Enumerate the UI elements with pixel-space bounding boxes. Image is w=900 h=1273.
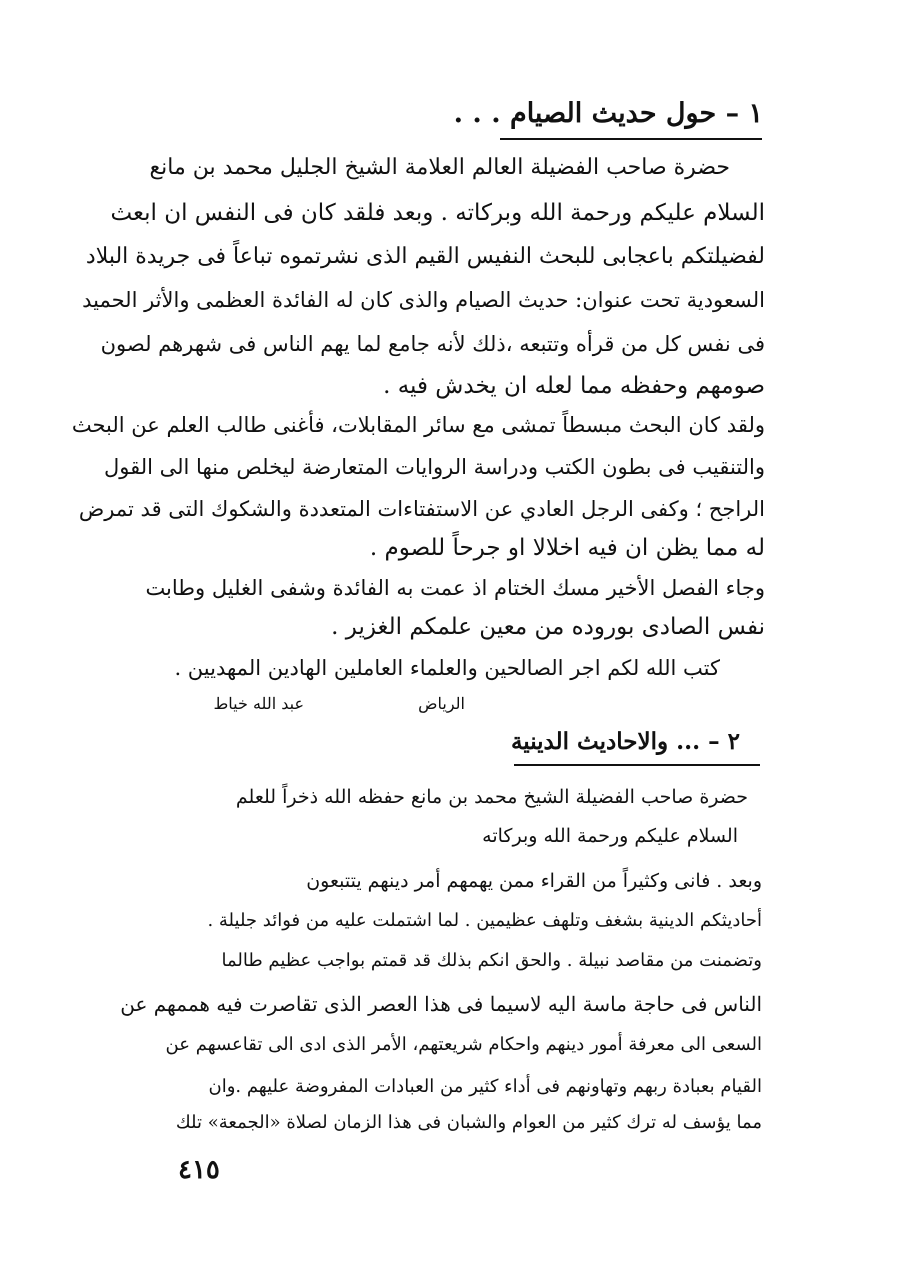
text-line: فى نفس كل من قرأه وتتبعه ،ذلك لأنه جامع لما يهم الناس فى شهرهم لصون bbox=[100, 332, 765, 356]
text-line: لفضيلتكم باعجابى للبحث النفيس القيم الذى نشرتموه تباعاً فى جريدة البلاد bbox=[85, 244, 765, 269]
text-line: وبعد . فانى وكثيراً من القراء ممن يهمهم أمر دينهم يتتبعون bbox=[306, 870, 762, 892]
text-line: كتب الله لكم اجر الصالحين والعلماء العاملين الهادين المهديين . bbox=[174, 656, 720, 680]
text-line: الناس فى حاجة ماسة اليه لاسيما فى هذا العصر الذى تقاصرت فيه هممهم عن bbox=[120, 992, 762, 1016]
text-line: السعودية تحت عنوان: حديث الصيام والذى كان له الفائدة العظمى والأثر الحميد bbox=[82, 288, 765, 312]
text-line: نفس الصادى بوروده من معين علمكم الغزير . bbox=[331, 614, 765, 640]
text-line: أحاديثكم الدينية بشغف وتلهف عظيمين . لما اشتملت عليه من فوائد جليلة . bbox=[207, 910, 762, 931]
section1-heading: ١ – حول حديث الصيام . . . bbox=[453, 98, 763, 129]
text-line: السعى الى معرفة أمور دينهم واحكام شريعتهم، الأمر الذى ادى الى تقاعسهم عن bbox=[165, 1034, 762, 1055]
heading-underline bbox=[514, 764, 760, 766]
greeting-line: حضرة صاحب الفضيلة الشيخ محمد بن مانع حفظه الله ذخراً للعلم bbox=[235, 786, 748, 808]
text-line: القيام بعبادة ربهم وتهاونهم فى أداء كثير من العبادات المفروضة عليهم .وان bbox=[208, 1076, 762, 1097]
text-line: صومهم وحفظه مما لعله ان يخدش فيه . bbox=[383, 373, 765, 399]
heading-underline bbox=[500, 138, 762, 140]
text-line: السلام عليكم ورحمة الله وبركاته . وبعد فلقد كان فى النفس ان ابعث bbox=[110, 200, 765, 226]
text-line: والتنقيب فى بطون الكتب ودراسة الروايات المتعارضة ليخلص منها الى القول bbox=[104, 455, 765, 479]
greeting-line: حضرة صاحب الفضيلة العالم العلامة الشيخ الجليل محمد بن مانع bbox=[149, 155, 730, 180]
signature-place: الرياض bbox=[418, 694, 465, 713]
text-line: وتضمنت من مقاصد نبيلة . والحق انكم بذلك قد قمتم بواجب عظيم طالما bbox=[221, 950, 762, 971]
text-line: مما يؤسف له ترك كثير من العوام والشبان فى هذا الزمان لصلاة «الجمعة» تلك bbox=[175, 1112, 762, 1133]
section2-heading: ٢ – ... والاحاديث الدينية bbox=[510, 728, 740, 755]
page-number: ٤١٥ bbox=[178, 1155, 220, 1185]
text-line: وجاء الفصل الأخير مسك الختام اذ عمت به الفائدة وشفى الغليل وطابت bbox=[145, 576, 765, 600]
text-line: له مما يظن ان فيه اخلالا او جرحاً للصوم . bbox=[369, 535, 765, 561]
text-line: ولقد كان البحث مبسطاً تمشى مع سائر المقابلات، فأغنى طالب العلم عن البحث bbox=[71, 413, 765, 437]
text-line: الراجح ؛ وكفى الرجل العادي عن الاستفتاءات المتعددة والشكوك التى قد تمرض bbox=[78, 497, 765, 521]
signature-name: عبد الله خياط bbox=[213, 694, 304, 713]
text-line: السلام عليكم ورحمة الله وبركاته bbox=[482, 825, 738, 847]
